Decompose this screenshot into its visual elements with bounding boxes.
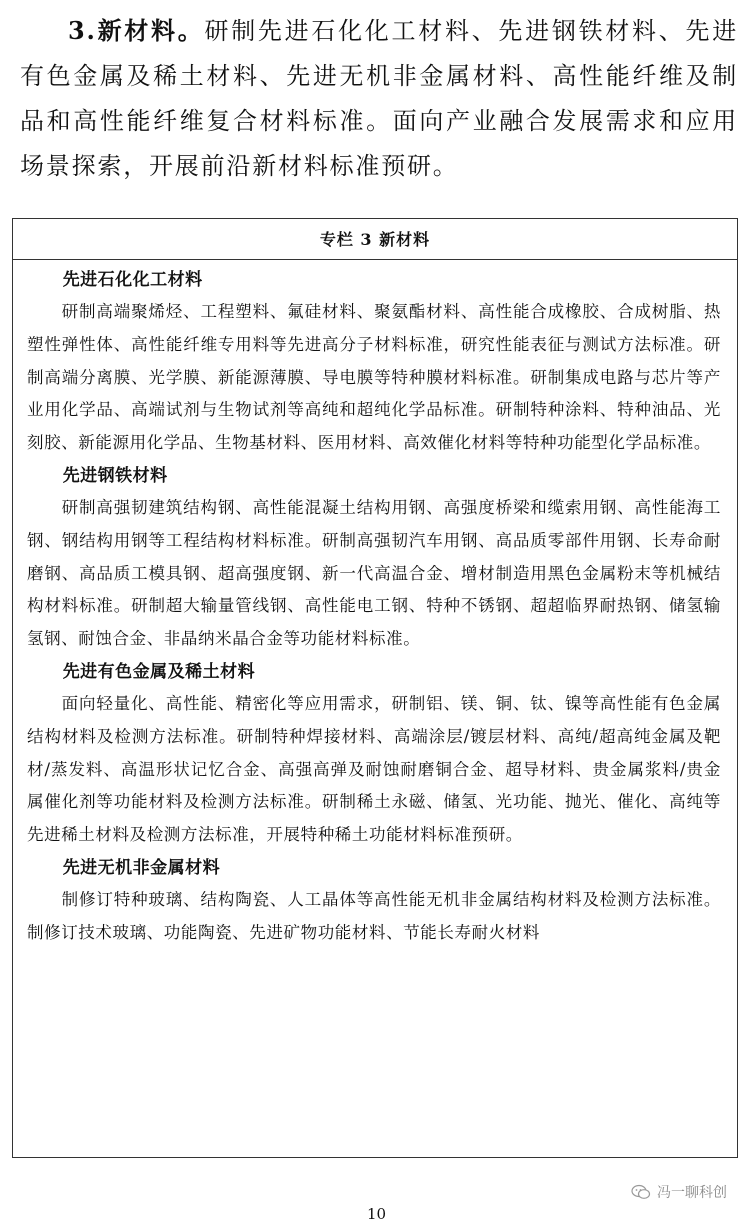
box-body [13,260,737,950]
section-text: 面向轻量化、高性能、精密化等应用需求，研制铝、镁、铜、钛、镍等高性能有色金属结构材料及检测方法标准。研制特种焊接材料、高端涂层/镀层材料、高纯/超高纯金属及靶材/蒸发料、高温形状记忆合金、高强高弹及耐蚀耐磨铜合金、超导材料、贵金属浆料/贵金属催化剂等功能材料及检测方法标准。研制稀土永磁、储氢、光功能、抛光、催化、高纯等先进稀土材料及检测方法标准，开展特种稀土功能材料标准预研。 [27,693,721,845]
section-title: 先进无机非金属材料 [62,857,221,878]
watermark [631,1182,727,1202]
feature-box [12,218,738,1158]
page-number: 10 [366,1205,387,1223]
section-nonferrous [27,656,721,852]
intro-text: 研制先进石化化工材料、先进钢铁材料、先进有色金属及稀土材料、先进无机非金属材料、高性能纤维及制品和高性能纤维复合材料标准。面向产业融合发展需求和应用场景探索，开展前沿新材料标准预研。 [20,17,738,180]
section-text: 制修订特种玻璃、结构陶瓷、人工晶体等高性能无机非金属结构材料及检测方法标准。制修订技术玻璃、功能陶瓷、先进矿物功能材料、节能长寿耐火材料 [27,889,721,942]
section-petrochemical [27,264,721,460]
section-inorganic [27,852,721,950]
intro-paragraph [20,8,738,189]
watermark-text: 冯一聊科创 [657,1185,727,1201]
section-steel [27,460,721,656]
section-title: 先进石化化工材料 [62,270,203,290]
section-text: 研制高强韧建筑结构钢、高性能混凝土结构用钢、高强度桥梁和缆索用钢、高性能海工钢、钢结构用钢等工程结构材料标准。研制高强韧汽车用钢、高品质零部件用钢、长寿命耐磨钢、高品质工模具钢、超高强度钢、新一代高温合金、增材制造用黑色金属粉末等机械结构材料标准。研制超大输量管线钢、高性能电工钢、特种不锈钢、超超临界耐热钢、储氢输氢钢、耐蚀合金、非晶纳米晶合金等功能材料标准。 [27,497,721,649]
section-title: 先进有色金属及稀土材料 [62,661,256,682]
intro-lead: 3.新材料。 [68,16,205,45]
wechat-icon [631,1184,651,1200]
section-text: 研制高端聚烯烃、工程塑料、氟硅材料、聚氨酯材料、高性能合成橡胶、合成树脂、热塑性弹性体、高性能纤维专用料等先进高分子材料标准，研究性能表征与测试方法标准。研制高端分离膜、光学膜、新能源薄膜、导电膜等特种膜材料标准。研制集成电路与芯片等产业用化学品、高端试剂与生物试剂等高纯和超纯化学品标准。研制特种涂料、特种油品、光刻胶、新能源用化学品、生物基材料、医用材料、高效催化材料等特种功能型化学品标准。 [27,302,721,453]
box-title: 专栏 3 新材料 [13,219,737,260]
section-title: 先进钢铁材料 [62,465,168,486]
